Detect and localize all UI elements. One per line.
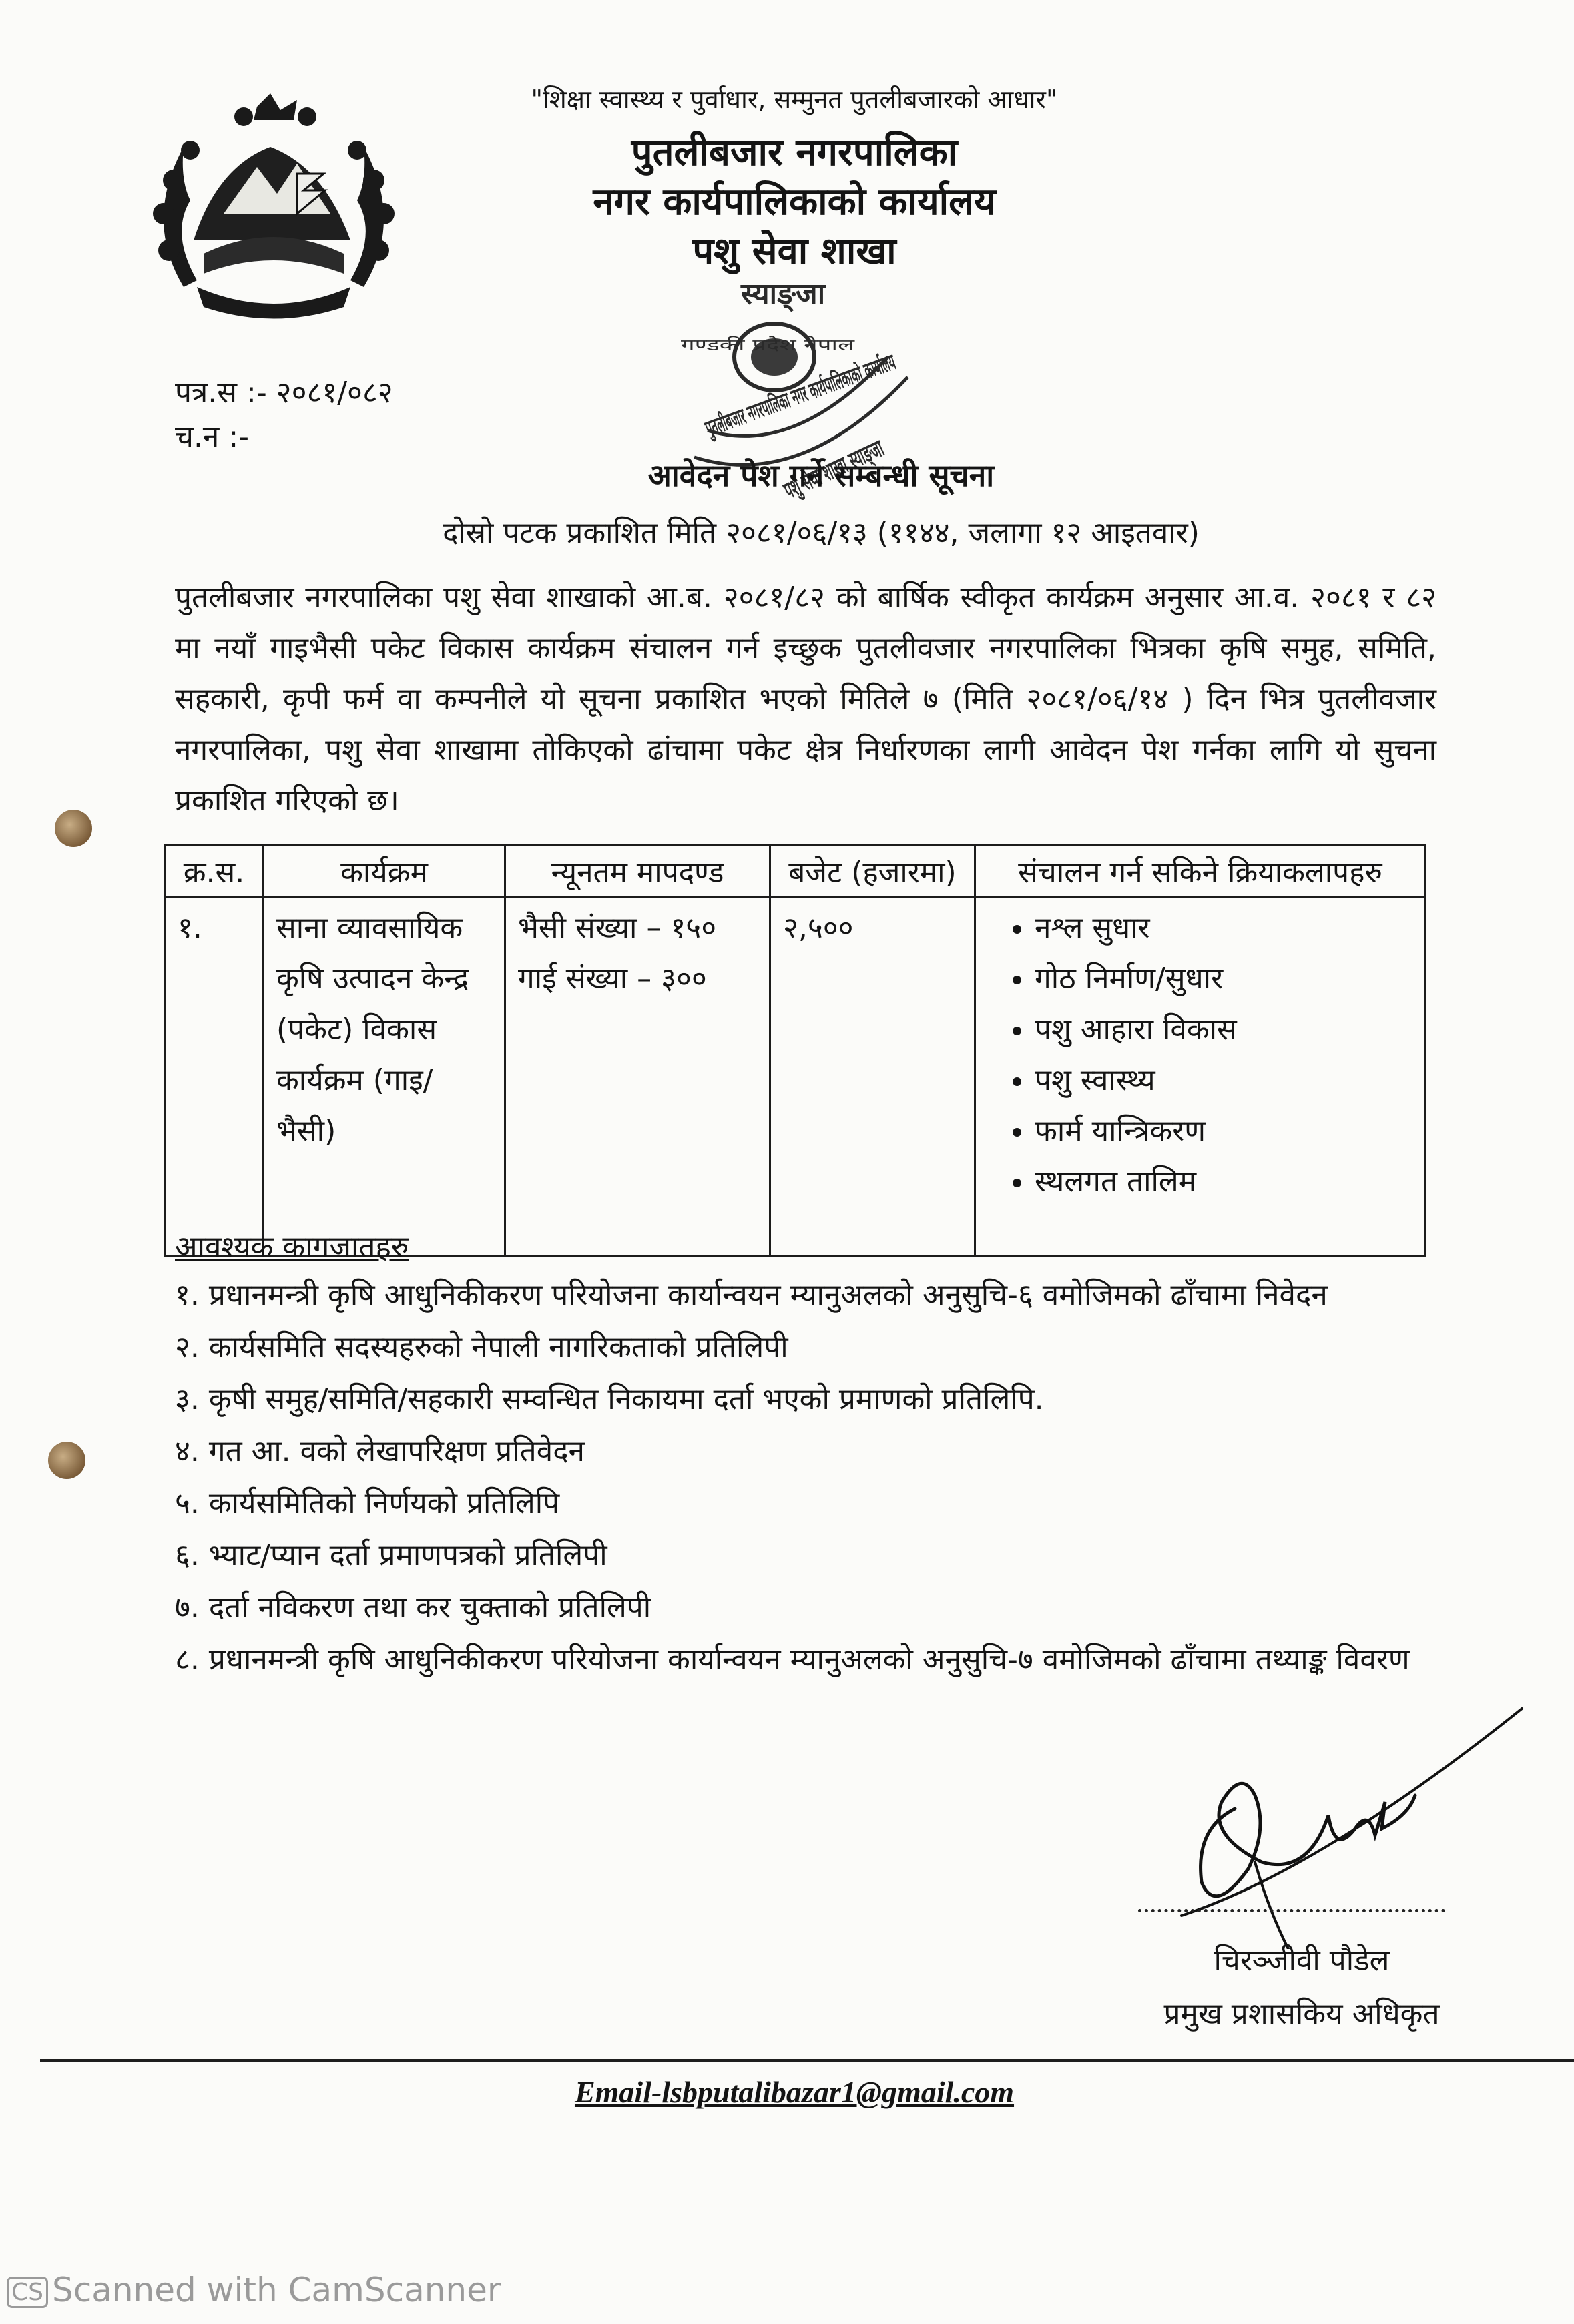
- scanner-text: Scanned with CamScanner: [52, 2271, 501, 2309]
- list-item: ८. प्रधानमन्त्री कृषि आधुनिकीकरण परियोजना कार्यान्वयन म्यानुअलको अनुसुचि-७ वमोजिमको ढाँचामा तथ्याङ्क विवरण: [175, 1643, 1410, 1677]
- criteria-buffalo: भैसी संख्या – १५०: [518, 911, 717, 945]
- list-item: ३. कृषी समुह/समिति/सहकारी सम्वन्धित निकायमा दर्ता भएको प्रमाणको प्रतिलिपि.: [175, 1382, 1044, 1416]
- list-item: ५. कार्यसमितिको निर्णयको प्रतिलिपि: [175, 1486, 560, 1520]
- list-item: ७. दर्ता नविकरण तथा कर चुक्ताको प्रतिलिपी: [175, 1590, 651, 1625]
- footer-divider: [40, 2059, 1574, 2062]
- contact-email: Email-lsbputalibazar1@gmail.com: [574, 2075, 1015, 2109]
- signatory-title: प्रमुख प्रशासकिय अधिकृत: [1163, 1997, 1440, 2031]
- list-item: • गोठ निर्माण/सुधार: [1035, 954, 1412, 1004]
- cell-activities: [975, 897, 1426, 1257]
- cell-program: साना व्यावसायिक कृषि उत्पादन केन्द्र (पकेट) विकास कार्यक्रम (गाइ/भैसी): [264, 897, 505, 1257]
- signature-line: [1138, 1909, 1445, 1912]
- header-program: कार्यक्रम: [264, 846, 505, 897]
- documents-list: [175, 1269, 1416, 1686]
- program-table: [164, 844, 1426, 1257]
- punch-hole: [55, 810, 92, 847]
- branch-name: पशु सेवा शाखा: [692, 230, 896, 273]
- notice-body: पुतलीबजार नगरपालिका पशु सेवा शाखाको आ.ब. २०८१/८२ को बार्षिक स्वीकृत कार्यक्रम अनुसार आ.व. २०८१ र ८२ मा नयाँ गाइभैसी पकेट विकास कार्यक्रम संचालन गर्न इच्छुक पुतलीवजार नगरपालिका भित्रका कृषि समुह, समिति, सहकारी, कृपी फर्म वा कम्पनीले यो सूचना प्रकाशित भएको मितिले ७ (मिति २०८१/०६/१४ ) दिन भित्र पुतलीवजार नगरपालिका, पशु सेवा शाखामा तोकिएको ढांचामा पकेट क्षेत्र निर्धारणका लागी आवेदन पेश गर्नका लागि यो सुचना प्रकाशित गरिएको छ।: [175, 581, 1436, 818]
- list-item: १. प्रधानमन्त्री कृषि आधुनिकीकरण परियोजना कार्यान्वयन म्यानुअलको अनुसुचि-६ वमोजिमको ढाँचामा निवेदन: [175, 1278, 1328, 1312]
- office-name: नगर कार्यपालिकाको कार्यालय: [593, 180, 996, 224]
- government-emblem-icon: [144, 87, 404, 327]
- stamp-center-text: गण्डकी प्रदेश नेपाल: [681, 336, 856, 354]
- list-item: • पशु आहारा विकास: [1035, 1004, 1412, 1055]
- notice-title: आवेदन पेश गर्ने सम्बन्धी सूचना: [647, 457, 995, 493]
- header-budget: बजेट (हजारमा): [770, 846, 975, 897]
- signatory-name: चिरञ्जीवी पौडेल: [1214, 1944, 1390, 1978]
- table-header-row: [165, 846, 1426, 897]
- publication-date: दोस्रो पटक प्रकाशित मिति २०८१/०६/१३ (११४४, जलागा १२ आइतवार): [443, 516, 1200, 550]
- cell-budget: २,५००: [770, 897, 975, 1257]
- stamp-ring-text: पुतलीबजार नगरपालिका नगर: [702, 334, 921, 443]
- list-item: • स्थलगत तालिम: [1035, 1157, 1412, 1207]
- activity-list: [988, 903, 1412, 1207]
- list-item: • पशु स्वास्थ्य: [1035, 1055, 1412, 1106]
- list-item: ४. गत आ. वको लेखापरिक्षण प्रतिवेदन: [175, 1434, 585, 1468]
- dispatch-number: च.न :-: [175, 420, 250, 454]
- list-item: ६. भ्याट/प्यान दर्ता प्रमाणपत्रको प्रतिलिपी: [175, 1538, 607, 1572]
- letter-number: पत्र.स :- २०८१/०८२: [175, 376, 393, 410]
- cell-sn: १.: [165, 897, 264, 1257]
- municipality-name: पुतलीबजार नगरपालिका: [631, 131, 958, 174]
- header-criteria: न्यूनतम मापदण्ड: [505, 846, 770, 897]
- header-sn: क्र.स.: [165, 846, 264, 897]
- stamp-branch-text: पशु सेवा शाखा स्याङ्जा: [780, 392, 921, 504]
- list-item: • नश्ल सुधार: [1035, 903, 1412, 954]
- header-activities: संचालन गर्न सकिने क्रियाकलापहरु: [975, 846, 1426, 897]
- camscanner-logo-icon: CS: [7, 2277, 48, 2308]
- documents-heading: आवश्यक कागजातहरु: [175, 1230, 409, 1264]
- punch-hole: [48, 1442, 85, 1479]
- table-row: [165, 897, 1426, 1257]
- slogan: "शिक्षा स्वास्थ्य र पुर्वाधार, सम्मुनत पुतलीबजारको आधार": [531, 85, 1058, 114]
- list-item: • फार्म यान्त्रिकरण: [1035, 1106, 1412, 1157]
- criteria-cow: गाई संख्या – ३००: [518, 962, 707, 996]
- cell-criteria: [505, 897, 770, 1257]
- scanner-watermark: [7, 2271, 501, 2309]
- list-item: २. कार्यसमिति सदस्यहरुको नेपाली नागरिकताको प्रतिलिपी: [175, 1330, 788, 1364]
- stamp-top-text: स्याङ्जा: [741, 277, 826, 311]
